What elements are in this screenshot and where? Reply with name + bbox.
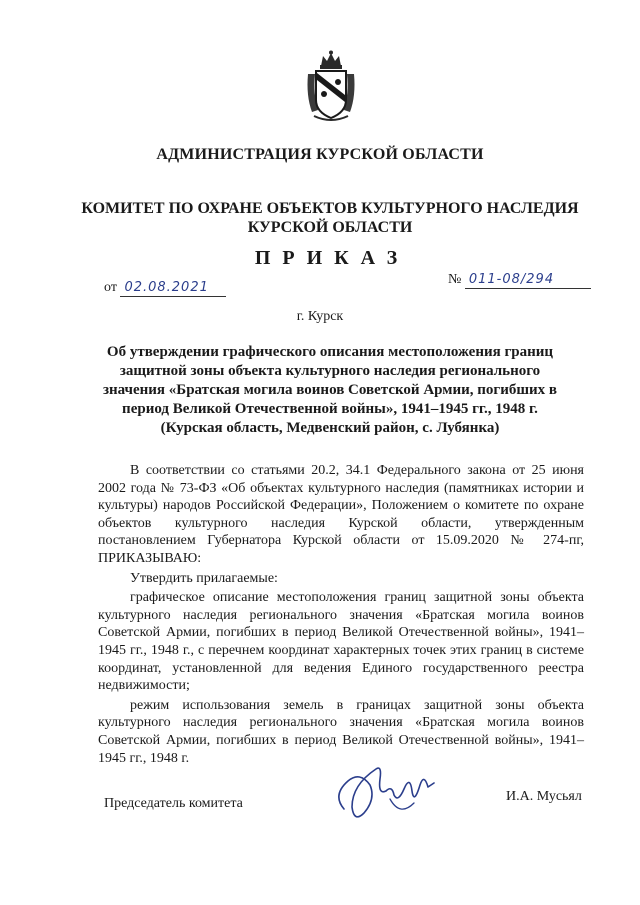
date-prefix: от [104,280,117,295]
document-type-title: ПРИКАЗ [254,247,410,269]
handwritten-signature-icon [330,755,450,830]
body-paragraph: Утвердить прилагаемые: [130,570,278,586]
date-field [104,280,226,297]
committee-title: КОМИТЕТ ПО ОХРАНЕ ОБЪЕКТОВ КУЛЬТУРНОГО НАСЛЕДИЯ КУРСКОЙ ОБЛАСТИ [81,200,579,236]
order-title: Об утверждении графического описания местоположения границ защитной зоны объекта культурного наследия регионального значения «Братская могила воинов Советской Армии, погибших в период Великой Отечественной войны», 1941–1945 гг., 1948 г. (Курская область, Медвенский район, с. Лубянка) [102,344,558,436]
body-paragraph: режим использования земель в границах защитной зоны объекта культурного наследия регионального значения «Братская могила воинов Советской Армии, погибших в период Великой Отечественной войны», 1941–1945 гг., 1948 г. [98,697,584,766]
number-prefix: № [448,272,462,287]
body-paragraph: В соответствии со статьями 20.2, 34.1 Федерального закона от 25 июня 2002 года № 73-ФЗ «Об объектах культурного наследия (памятниках истории и культуры) народов Российской Федерации», Положением о комитете по охране объектов культурного наследия Курской области, утвержденным постановлением Губернатора Курской области от 15.09.2020 № 274-пг, ПРИКАЗЫВАЮ: [98,463,584,566]
order-body [98,462,584,767]
date-value: 02.08.2021 [120,280,226,297]
signatory-position: Председатель комитета [104,796,243,811]
coat-of-arms-icon [304,50,358,122]
number-value: 011-08/294 [465,272,591,289]
number-field [448,272,591,289]
body-paragraph: графическое описание местоположения границ защитной зоны объекта культурного наследия регионального значения «Братская могила воинов Советской Армии, погибших в период Великой Отечественной войны», 1941–1945 гг., 1948 г., с перечнем координат характерных точек этих границ в системе координат, установленной для ведения Единого государственного реестра недвижимости; [98,590,584,694]
administration-title: АДМИНИСТРАЦИЯ КУРСКОЙ ОБЛАСТИ [156,146,484,163]
signatory-name: И.А. Мусьял [506,789,582,804]
city-label: г. Курск [296,309,344,324]
